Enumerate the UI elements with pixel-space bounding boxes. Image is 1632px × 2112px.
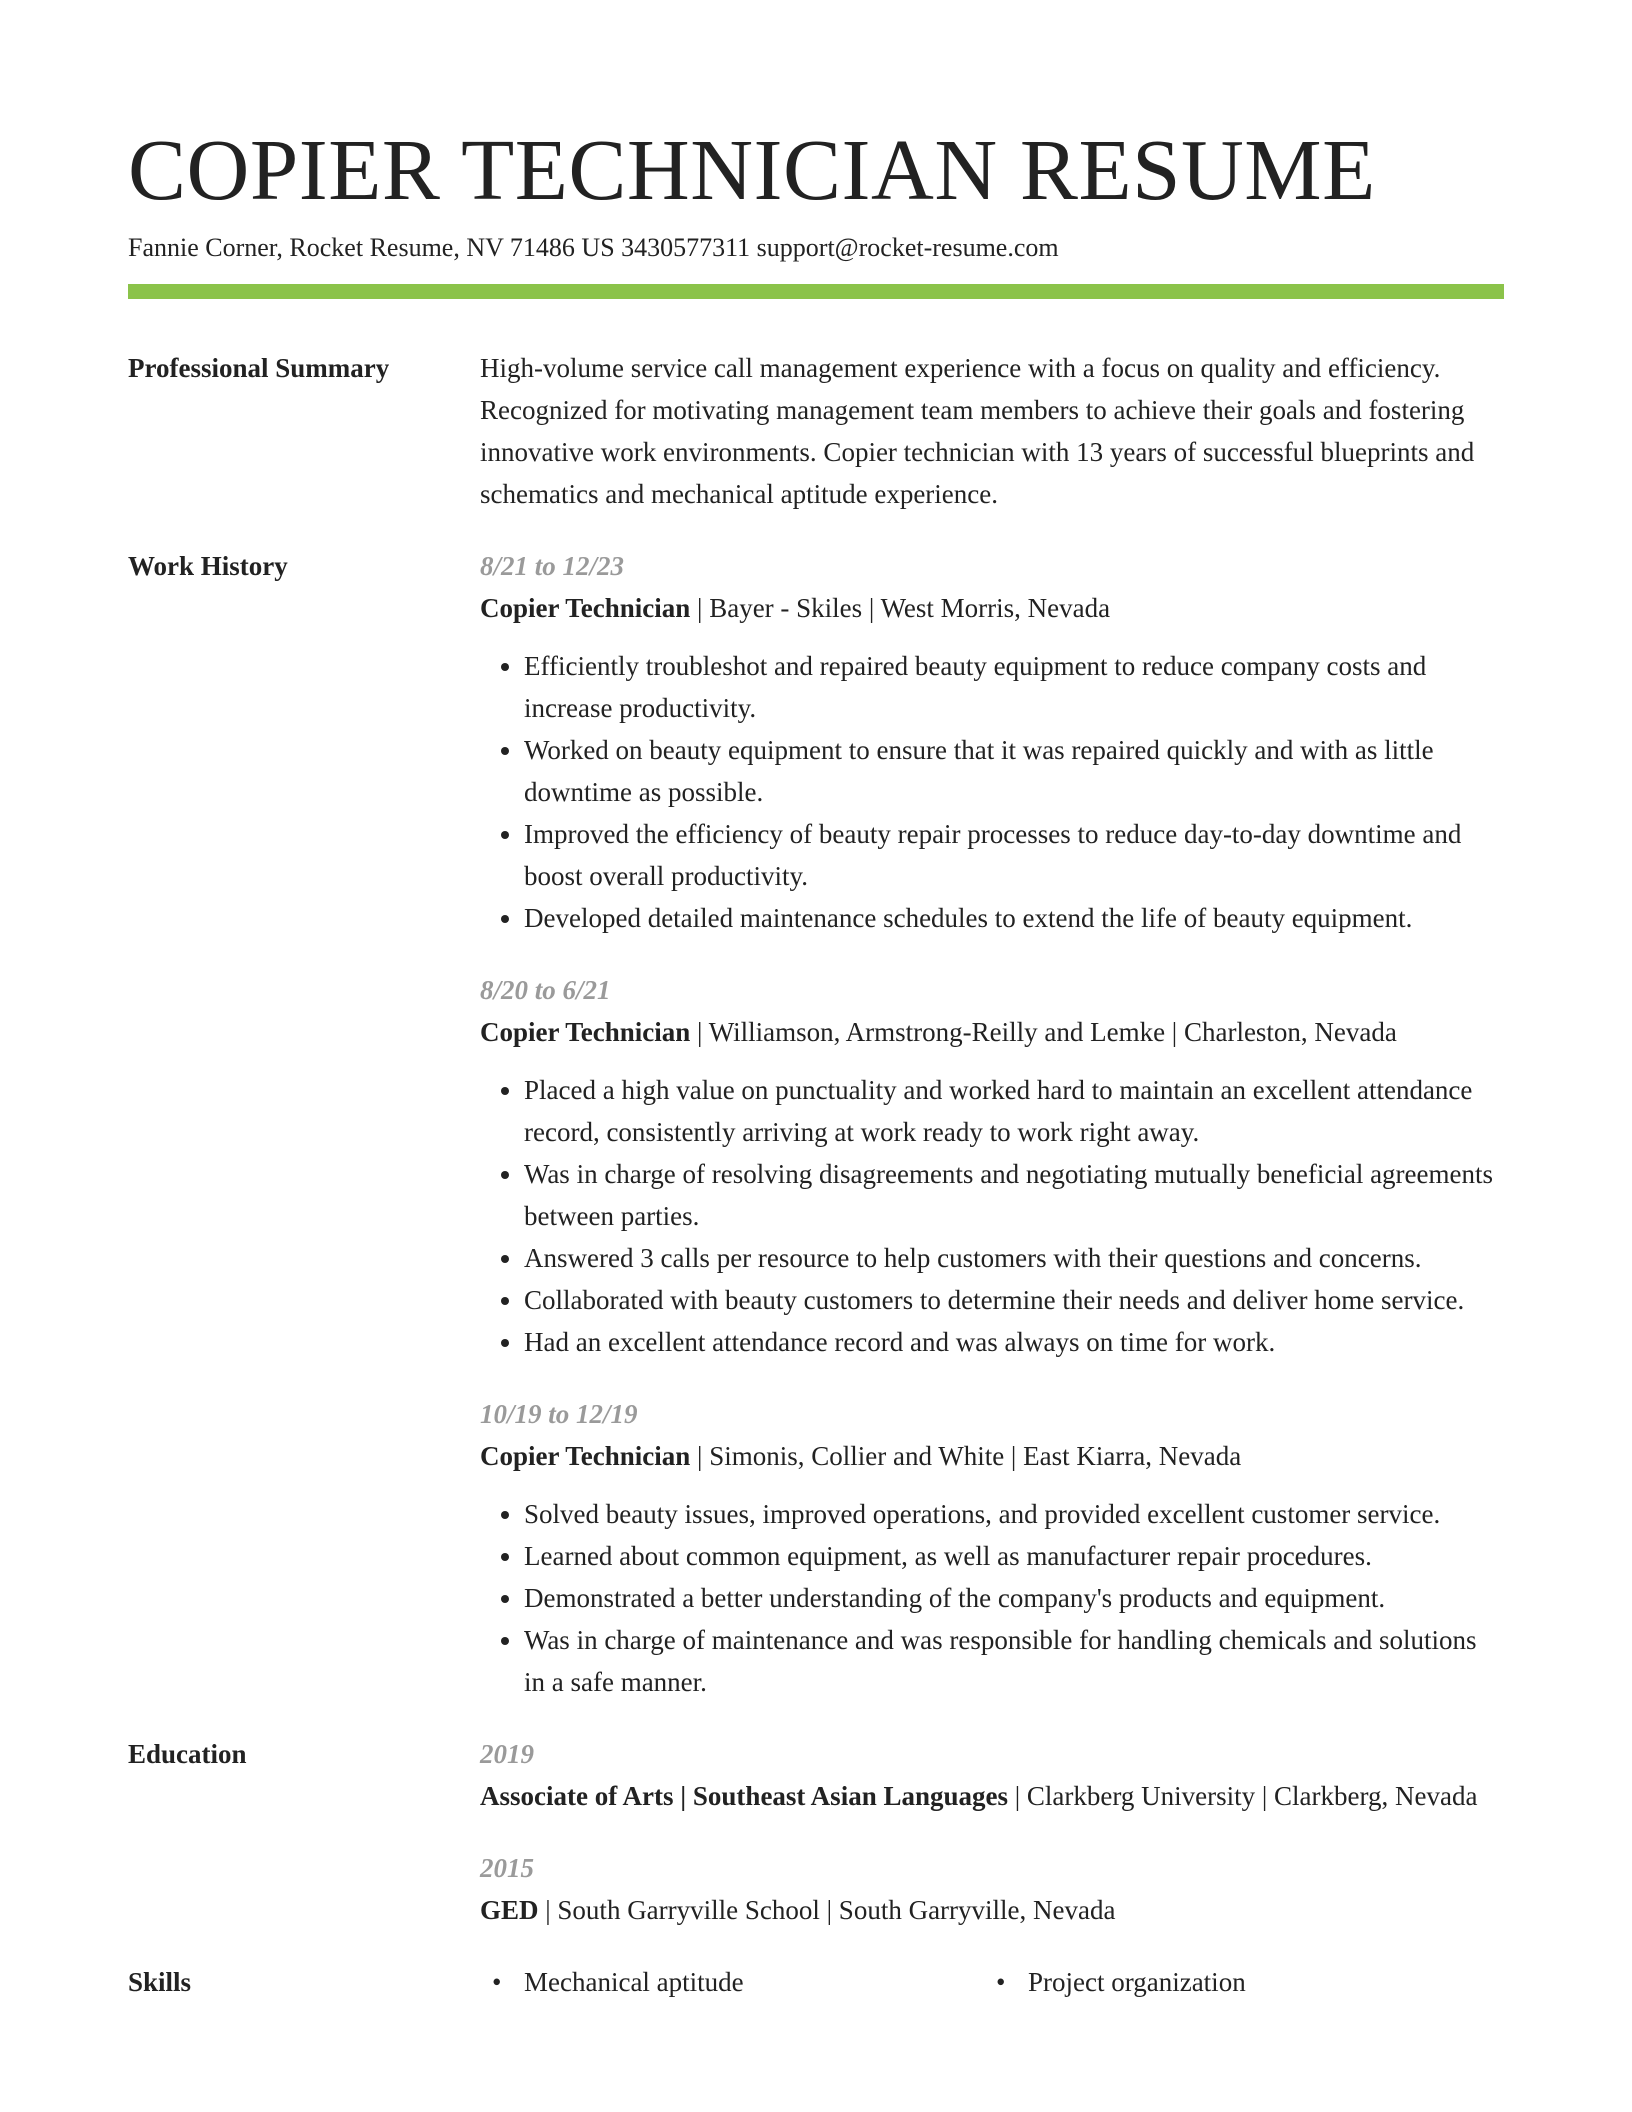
job-entry [480, 1393, 1504, 1703]
education-year: 2015 [480, 1853, 534, 1883]
resume-page [128, 120, 1504, 2003]
skill-item: • Mechanical aptitude [480, 1961, 984, 2003]
education-heading-line [480, 1889, 1504, 1931]
job-title: Copier Technician [480, 593, 691, 623]
list-item: • Had an excellent attendance record and was always on time for work. [524, 1321, 1504, 1363]
list-item: • Worked on beauty equipment to ensure that it was repaired quickly and with as little downtime as possible. [524, 729, 1504, 813]
summary-text: High-volume service call management experience with a focus on quality and efficiency. Recognized for motivating management team members to achieve their goals and fostering innovative work environments. Copier technician with 13 years of successful blueprints and schematics and mechanical aptitude experience. [480, 353, 1475, 509]
job-heading [480, 587, 1504, 629]
job-entry [480, 969, 1504, 1363]
job-details: | Simonis, Collier and White | East Kiarra, Nevada [690, 1441, 1242, 1471]
education-entry [480, 1733, 1504, 1817]
list-item: • Demonstrated a better understanding of the company's products and equipment. [524, 1577, 1504, 1619]
job-bullets [480, 1493, 1504, 1703]
list-item: • Efficiently troubleshot and repaired beauty equipment to reduce company costs and increase productivity. [524, 645, 1504, 729]
job-heading [480, 1011, 1504, 1053]
job-bullets [480, 1069, 1504, 1363]
job-heading [480, 1435, 1504, 1477]
list-item: • Solved beauty issues, improved operations, and provided excellent customer service. [524, 1493, 1504, 1535]
list-item: • Answered 3 calls per resource to help customers with their questions and concerns. [524, 1237, 1504, 1279]
education-year: 2019 [480, 1739, 534, 1769]
education-degree: GED [480, 1895, 539, 1925]
job-dates: 10/19 to 12/19 [480, 1399, 638, 1429]
work-history-heading: Work History [128, 551, 288, 581]
job-entry [480, 545, 1504, 939]
education-degree: Associate of Arts | Southeast Asian Languages [480, 1781, 1008, 1811]
skills-list [480, 1961, 1504, 2003]
list-item: • Collaborated with beauty customers to determine their needs and deliver home service. [524, 1279, 1504, 1321]
job-dates: 8/21 to 12/23 [480, 551, 625, 581]
education-details: | South Garryville School | South Garryville, Nevada [538, 1895, 1116, 1925]
summary-heading: Professional Summary [128, 353, 390, 383]
job-details: | Williamson, Armstrong-Reilly and Lemke | Charleston, Nevada [690, 1017, 1397, 1047]
resume-title: COPIER TECHNICIAN RESUME [128, 121, 1376, 218]
list-item: • Placed a high value on punctuality and worked hard to maintain an excellent attendance record, consistently arriving at work ready to work right away. [524, 1069, 1504, 1153]
skill-item: • Project organization [984, 1961, 1488, 2003]
work-history-section [128, 545, 1504, 1703]
skills-section [128, 1961, 1504, 2003]
contact-line: Fannie Corner, Rocket Resume, NV 71486 US 3430577311 support@rocket-resume.com [128, 233, 1059, 262]
job-dates: 8/20 to 6/21 [480, 975, 611, 1005]
list-item: • Improved the efficiency of beauty repair processes to reduce day-to-day downtime and boost overall productivity. [524, 813, 1504, 897]
list-item: • Learned about common equipment, as well as manufacturer repair procedures. [524, 1535, 1504, 1577]
job-title: Copier Technician [480, 1017, 691, 1047]
education-details: | Clarkberg University | Clarkberg, Nevada [1008, 1781, 1478, 1811]
education-section [128, 1733, 1504, 1931]
list-item: • Was in charge of maintenance and was responsible for handling chemicals and solutions in a safe manner. [524, 1619, 1504, 1703]
job-bullets [480, 645, 1504, 939]
list-item: • Developed detailed maintenance schedules to extend the life of beauty equipment. [524, 897, 1504, 939]
header-divider [128, 284, 1504, 299]
education-heading: Education [128, 1739, 247, 1769]
skills-heading: Skills [128, 1967, 192, 1997]
summary-section [128, 347, 1504, 515]
list-item: • Was in charge of resolving disagreements and negotiating mutually beneficial agreements between parties. [524, 1153, 1504, 1237]
education-heading-line [480, 1775, 1504, 1817]
job-title: Copier Technician [480, 1441, 691, 1471]
education-entry [480, 1847, 1504, 1931]
job-details: | Bayer - Skiles | West Morris, Nevada [690, 593, 1111, 623]
